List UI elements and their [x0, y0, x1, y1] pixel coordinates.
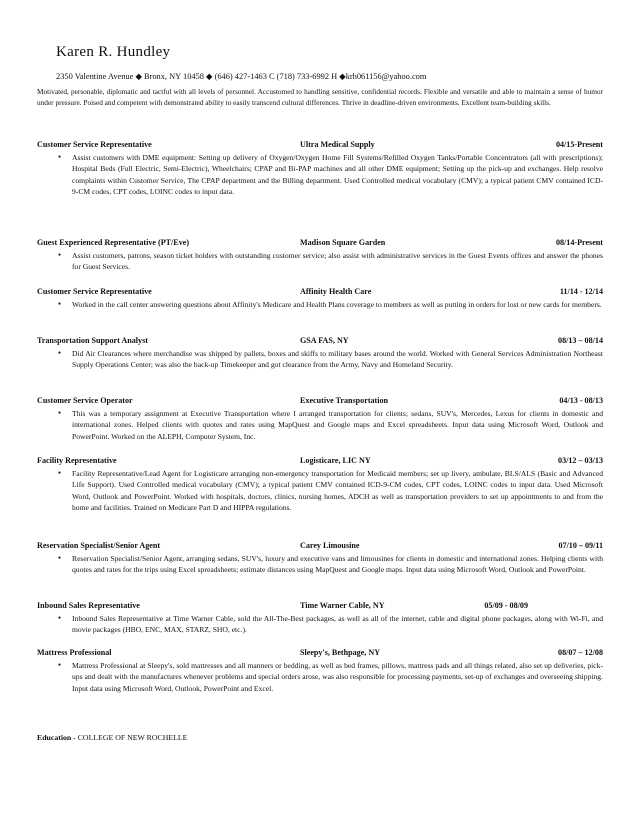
job-header: [37, 648, 603, 659]
job-entry: [37, 541, 603, 576]
job-dates: 05/09 - 08/09: [484, 601, 528, 610]
job-title: Reservation Specialist/Senior Agent: [37, 541, 161, 550]
job-dates: 08/14-Present: [555, 238, 603, 247]
job-description: ● Assist customers with DME equipment: Setting up delivery of Oxygen/Oxygen Home Fill Systems/Refilled Oxygen Tanks/Portable Concentrators (all with prescriptions); Hospital Beds (Full Electric, Semi-Electric), Wheelchairs; CPAP and Bi-PAP machines and all other DME equipment; Setting up the pick-up and exchanges. Help resolve complaints within Customer Service, The CPAP department and the Billing department. Used Controlled medical vocabulary (CMV); a typical patient CMV contained ICD-9-CM codes, CPT codes, LOINC codes to input data.: [37, 152, 603, 197]
job-header: [37, 140, 603, 151]
job-company: Affinity Health Care: [300, 287, 372, 296]
job-description: ● Did Air Clearances where merchandise was shipped by pallets, boxes and skiffs to military bases around the world. Worked with General Services Administration Northeast Supply Operations Center; was also the back-up Timekeeper and got clearance from the Army, Navy and Homeland Security.: [37, 348, 603, 371]
job-entry: [37, 238, 603, 273]
job-header: [37, 287, 603, 298]
job-title: Transportation Support Analyst: [37, 336, 148, 345]
summary-paragraph: Motivated, personable, diplomatic and tactful with all levels of personnel. Accustomed to handling sensitive, confidential records. Flexible and versatile and able to maintain a sense of humor under pressure. Poised and competent with demonstrated ability to easily transcend cultural differences. Thrive in deadline-driven environments. Excellent team-building skills.: [37, 87, 603, 107]
job-company: Logisticare, LIC NY: [300, 456, 371, 465]
job-dates: 04/15-Present: [555, 140, 603, 149]
job-description: ● Assist customers, patrons, season ticket holders with outstanding customer service; also assist with administrative services in the Guest Events offices and answer the phones for Guest Services.: [37, 250, 603, 273]
job-entry: [37, 601, 603, 636]
contact-line: 2350 Valentine Avenue ◆ Bronx, NY 10458 ◆ (646) 427-1463 C (718) 733-6992 H ◆krh061156@yahoo.com: [56, 72, 427, 81]
job-title: Customer Service Representative: [37, 140, 152, 149]
job-title: Customer Service Operator: [37, 396, 133, 405]
job-entry: [37, 456, 603, 513]
job-title: Customer Service Representative: [37, 287, 152, 296]
education-label: Education -: [37, 733, 78, 742]
job-dates: 08/13 – 08/14: [558, 336, 603, 345]
job-header: [37, 601, 603, 612]
job-company: Sleepy's, Bethpage, NY: [300, 648, 381, 657]
job-company: GSA FAS, NY: [300, 336, 349, 345]
job-header: [37, 396, 603, 407]
job-description: ● This was a temporary assignment at Executive Transportation where I arranged transportation for clients; sedans, SUV's, Mercedes, Lexus for clients in domestic and international zones. Helped clients with quotes and rates using MapQuest and Google maps and Excel spreadsheets. Input data using Microsoft Word, Outlook and PowerPoint. Worked on the ALEPH, Computer System, Inc.: [37, 408, 603, 442]
job-title: Mattress Professional: [37, 648, 112, 657]
job-description: ● Worked in the call center answering questions about Affinity's Medicare and Health Plans coverage to members as well as putting in orders for lost or new cards for members.: [37, 299, 603, 310]
job-header: [37, 336, 603, 347]
job-entry: [37, 396, 603, 442]
education-school: COLLEGE OF NEW ROCHELLE: [77, 733, 188, 742]
job-dates: 03/12 – 03/13: [558, 456, 603, 465]
candidate-name: Karen R. Hundley: [56, 44, 171, 60]
education-line: [37, 733, 187, 742]
job-company: Ultra Medical Supply: [300, 140, 375, 149]
job-description: ● Facility Representative/Lead Agent for Logisticare arranging non-emergency transportation for Medicaid members; set up livery, ambulate, BLS/ALS (Basic and Advanced Life Support). Used Controlled medical vocabulary (CMV); a typical patient CMV contained ICD-9-CM codes, CPT codes, LOINC codes to input data. Used Microsoft Word, Outlook and PowerPoint. Worked with hospitals, doctors, clinics, nursing homes, ADCH as well as transportation providers to set up appointments to and from the home and facilities. Trained on Medicare Part D and HIPPA regulations.: [37, 468, 603, 513]
job-header: [37, 238, 603, 249]
job-entry: [37, 140, 603, 197]
job-company: Time Warner Cable, NY: [300, 601, 385, 610]
job-dates: 08/07 – 12/08: [558, 648, 603, 657]
job-company: Executive Transportation: [300, 396, 389, 405]
job-entry: [37, 336, 603, 371]
job-title: Facility Representative: [37, 456, 117, 465]
job-title: Inbound Sales Representative: [37, 601, 140, 610]
job-dates: 11/14 - 12/14: [559, 287, 603, 296]
job-header: [37, 456, 603, 467]
job-entry: [37, 648, 603, 694]
job-dates: 04/13 - 08/13: [559, 396, 603, 405]
job-company: Madison Square Garden: [300, 238, 386, 247]
job-entry: [37, 287, 603, 310]
job-description: ● Inbound Sales Representative at Time Warner Cable, sold the All-The-Best packages, as well as all of the internet, cable and digital phone packages, along with Wi-Fi, and movie packages (HBO, ENC, MAX, STARZ, SHO, etc.).: [37, 613, 603, 636]
job-title: Guest Experienced Representative (PT/Eve): [37, 238, 190, 247]
job-header: [37, 541, 603, 552]
job-description: ● Mattress Professional at Sleepy's, sold mattresses and all manners or bedding, as well as bed frames, pillows, mattress pads and all things related, also set up deliveries, pick-ups and dealt with the manufactures whenever problems and special orders arose, was also responsible for processing payments, set-up of exchanges and overseeing shipping. Input data using Microsoft Word, Outlook, PowerPoint and Excel.: [37, 660, 603, 694]
job-dates: 07/10 – 09/11: [558, 541, 603, 550]
job-description: ● Reservation Specialist/Senior Agent, arranging sedans, SUV's, luxury and executive vans and limousines for clients in domestic and international zones. Helping clients with quotes and rates for the trips using Excel spreadsheets; estimate distances using MapQuest and Google maps. Input data using Microsoft Word, Outlook and PowerPoint.: [37, 553, 603, 576]
job-company: Carey Limousine: [300, 541, 360, 550]
